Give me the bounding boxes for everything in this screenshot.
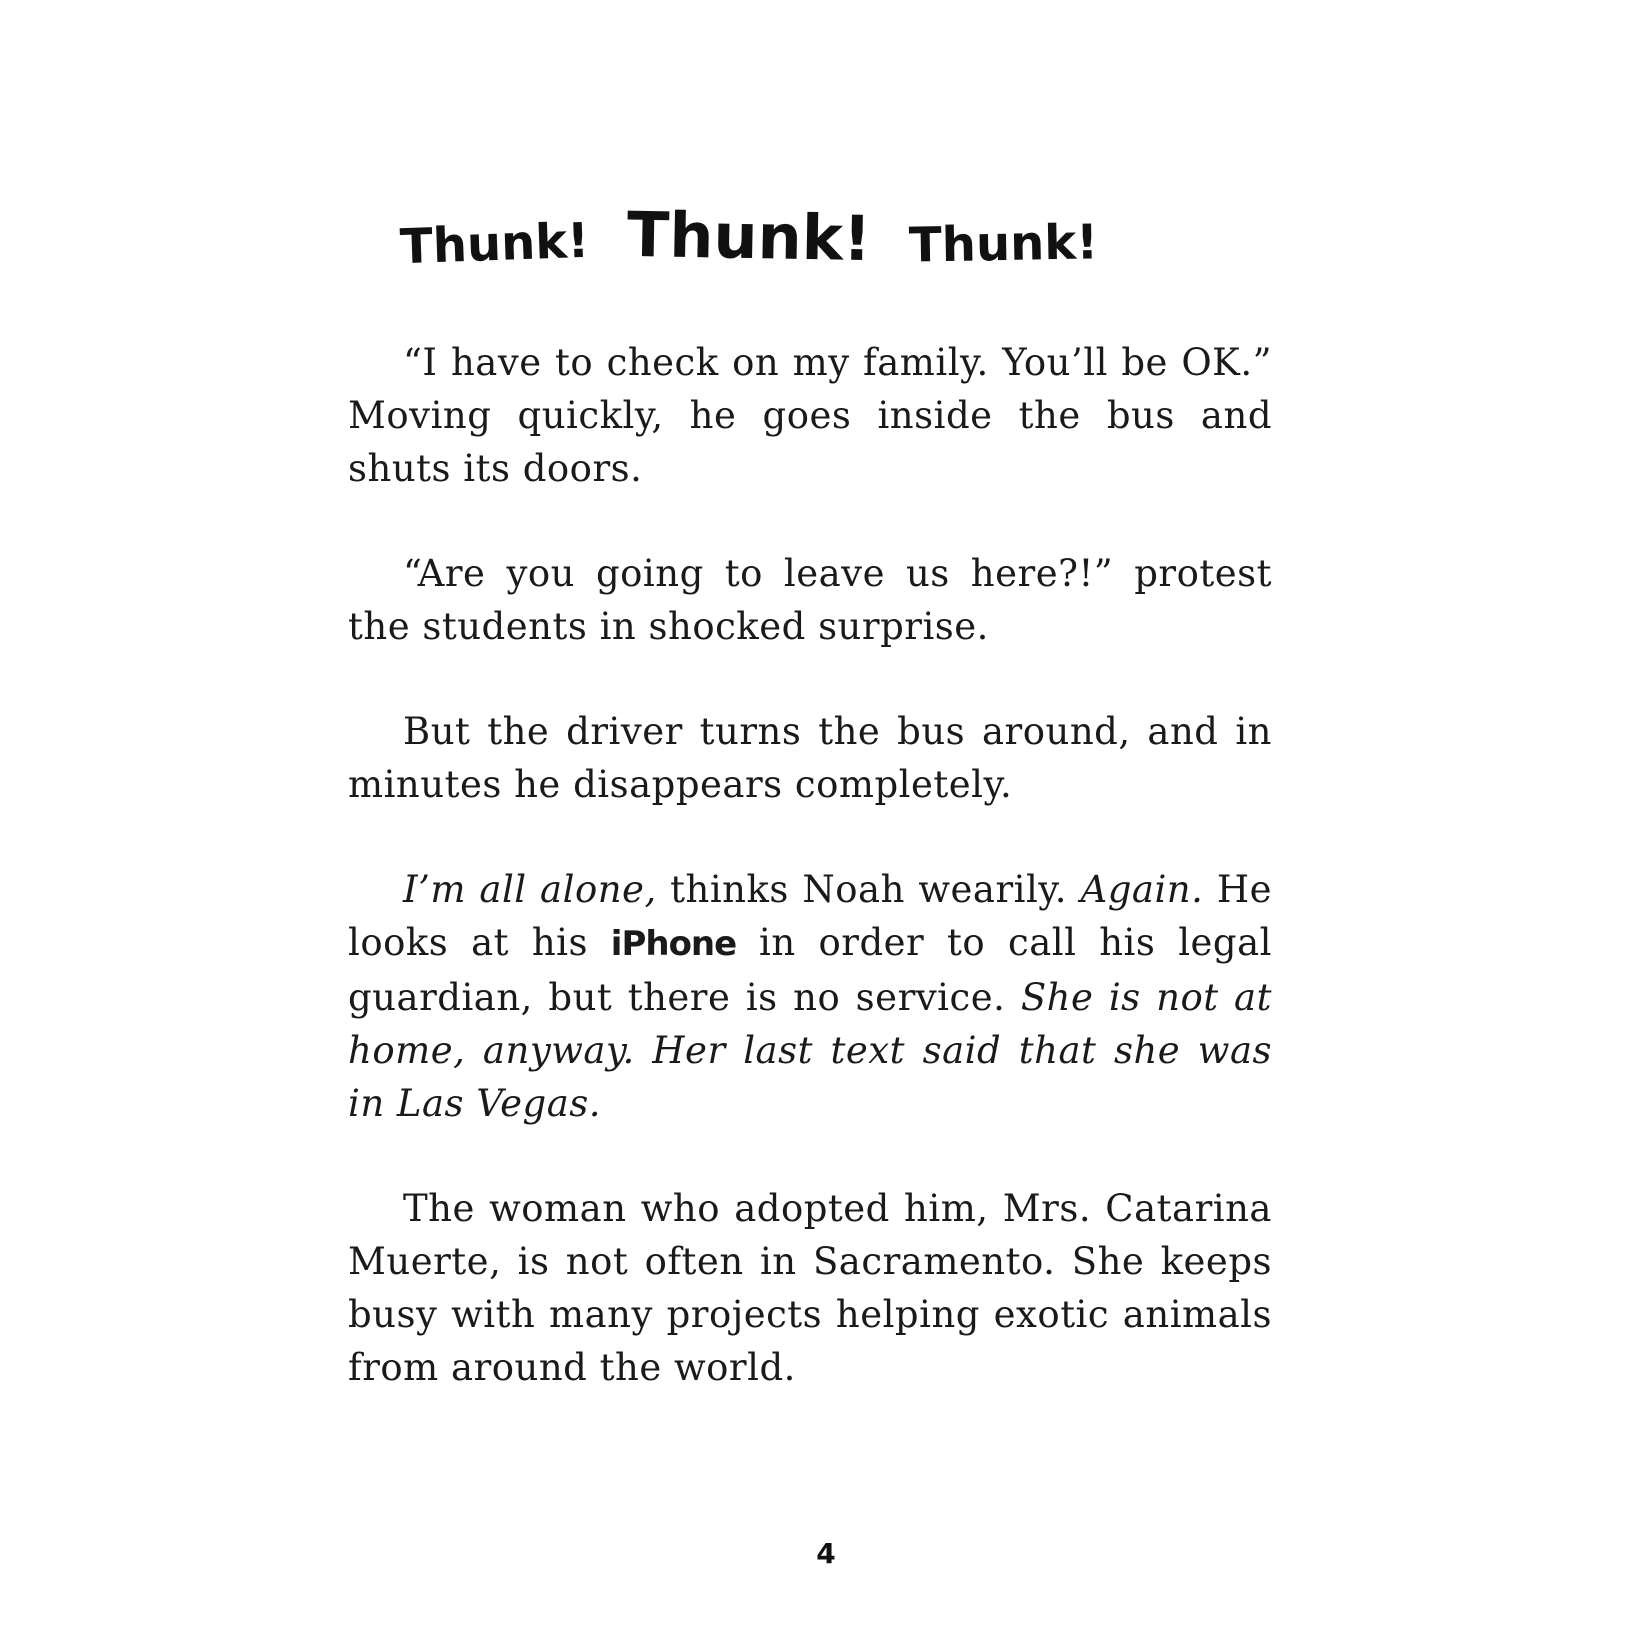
paragraph-5: The woman who adopted him, Mrs. Catarina Muerte, is not often in Sacramento. She keeps busy with many projects helping exotic animals from around the world. [348,1187,1272,1389]
sound-effect-word: Thunk! [908,214,1099,274]
story-text [348,336,1272,1394]
sound-effect-heading [399,197,1099,276]
narration: He looks at his [348,868,1272,964]
sound-effect-word: Thunk! [399,212,590,276]
paragraph-2: “Are you going to leave us here?!” protest the students in shocked surprise. [348,552,1272,648]
page-number: 4 [816,1537,836,1570]
inner-thought: Again. [1080,868,1204,911]
device-name: iPhone [610,924,737,964]
narration: in order to call his legal guardian, but there is no service. [348,921,1272,1019]
inner-thought: I’m all alone, [403,868,657,911]
paragraph-1: “I have to check on my family. You’ll be OK.” Moving quickly, he goes inside the bus and shuts its doors. [348,341,1272,490]
inner-thought: She is not at home, anyway. Her last text said that she was in Las Vegas. [348,976,1272,1125]
narration: thinks Noah wearily. [656,868,1081,911]
paragraph-4 [348,863,1272,1130]
paragraph-3: But the driver turns the bus around, and in minutes he disappears completely. [348,710,1272,806]
sound-effect-word: Thunk! [626,197,872,276]
